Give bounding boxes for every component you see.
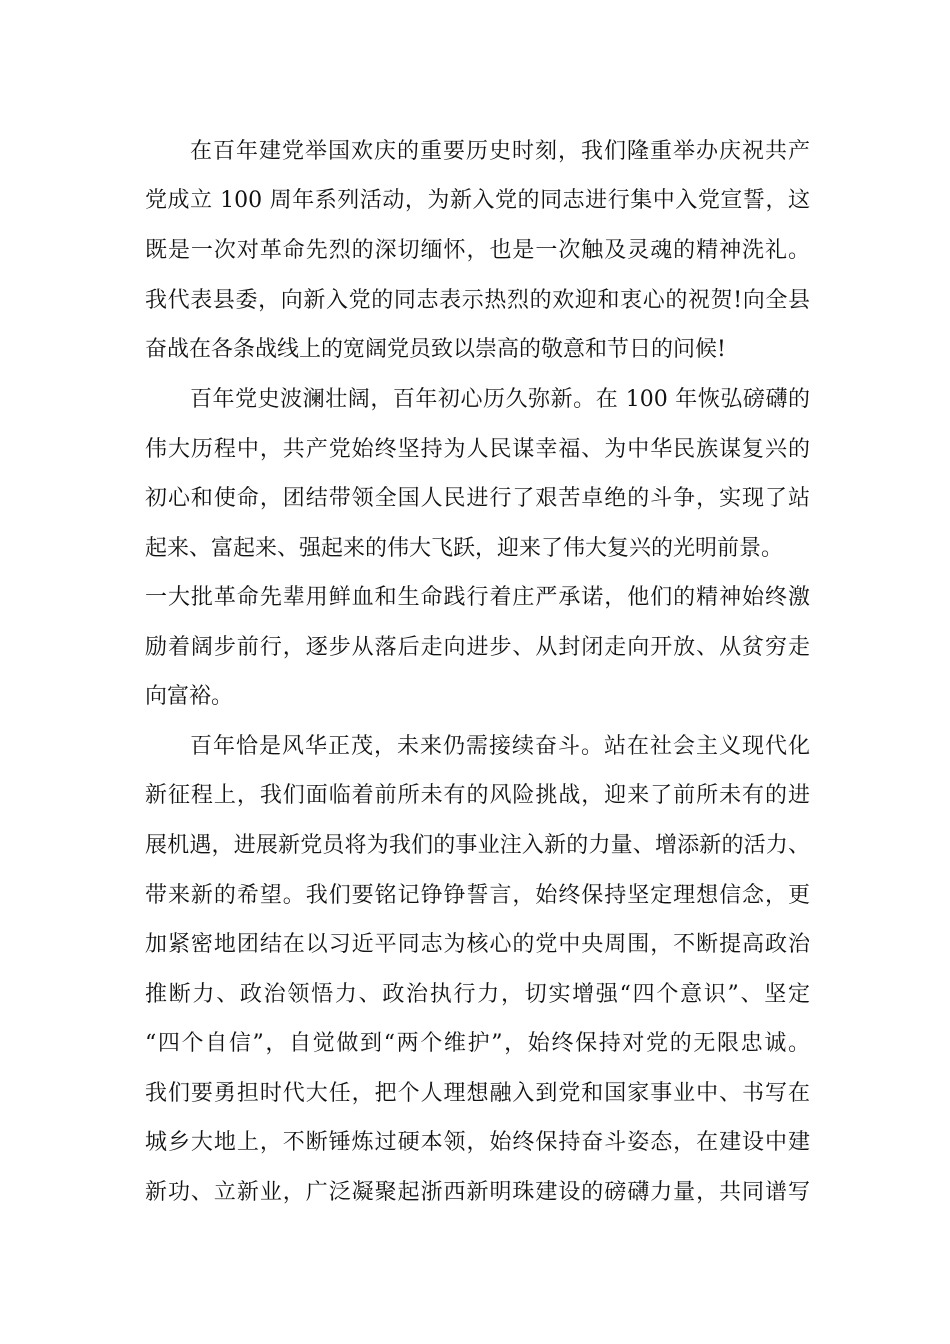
paragraph-2-line-5: 一大批革命先辈用鲜血和生命践行着庄严承诺，他们的精神始终激 (145, 585, 810, 610)
paragraph-1-line-1: 在百年建党举国欢庆的重要历史时刻，我们隆重举办庆祝共产 (190, 139, 810, 164)
paragraph-1-line-5: 奋战在各条战线上的宽阔党员致以崇高的敬意和节日的问候! (145, 337, 726, 362)
paragraph-1-line-3: 既是一次对革命先烈的深切缅怀，也是一次触及灵魂的精神洗礼。 (145, 238, 810, 263)
paragraph-2-line-4: 起来、富起来、强起来的伟大飞跃，迎来了伟大复兴的光明前景。 (145, 536, 784, 561)
paragraph-2-line-3: 初心和使命，团结带领全国人民进行了艰苦卓绝的斗争，实现了站 (145, 486, 810, 511)
paragraph-3-line-5: 加紧密地团结在以习近平同志为核心的党中央周围，不断提高政治 (145, 932, 810, 957)
paragraph-2-line-1: 百年党史波澜壮阔，百年初心历久弥新。在 100 年恢弘磅礴的 (190, 387, 810, 412)
paragraph-3-line-3: 展机遇，进展新党员将为我们的事业注入新的力量、增添新的活力、 (145, 833, 810, 858)
paragraph-3-line-8: 我们要勇担时代大任，把个人理想融入到党和国家事业中、书写在 (145, 1081, 810, 1106)
paragraph-2-line-2: 伟大历程中，共产党始终坚持为人民谋幸福、为中华民族谋复兴的 (145, 437, 810, 462)
paragraph-3-line-10: 新功、立新业，广泛凝聚起浙西新明珠建设的磅礴力量，共同谱写 (145, 1180, 810, 1205)
paragraph-1-line-4: 我代表县委，向新入党的同志表示热烈的欢迎和衷心的祝贺!向全县 (145, 288, 810, 313)
paragraph-3-line-2: 新征程上，我们面临着前所未有的风险挑战，迎来了前所未有的进 (145, 783, 810, 808)
paragraph-3-line-4: 带来新的希望。我们要铭记铮铮誓言，始终保持坚定理想信念，更 (145, 883, 810, 908)
paragraph-1-line-2: 党成立 100 周年系列活动，为新入党的同志进行集中入党宣誓，这 (145, 188, 810, 213)
paragraph-2-line-7: 向富裕。 (145, 684, 234, 709)
paragraph-2-line-6: 励着阔步前行，逐步从落后走向进步、从封闭走向开放、从贫穷走 (145, 635, 810, 660)
paragraph-3-line-1: 百年恰是风华正茂，未来仍需接续奋斗。站在社会主义现代化 (190, 734, 810, 759)
paragraph-3-line-6: 推断力、政治领悟力、政治执行力，切实增强“四个意识”、坚定 (145, 982, 810, 1007)
paragraph-3-line-9: 城乡大地上，不断锤炼过硬本领，始终保持奋斗姿态，在建设中建 (145, 1130, 810, 1155)
paragraph-3-line-7: “四个自信”，自觉做到“两个维护”，始终保持对党的无限忠诚。 (145, 1031, 810, 1056)
